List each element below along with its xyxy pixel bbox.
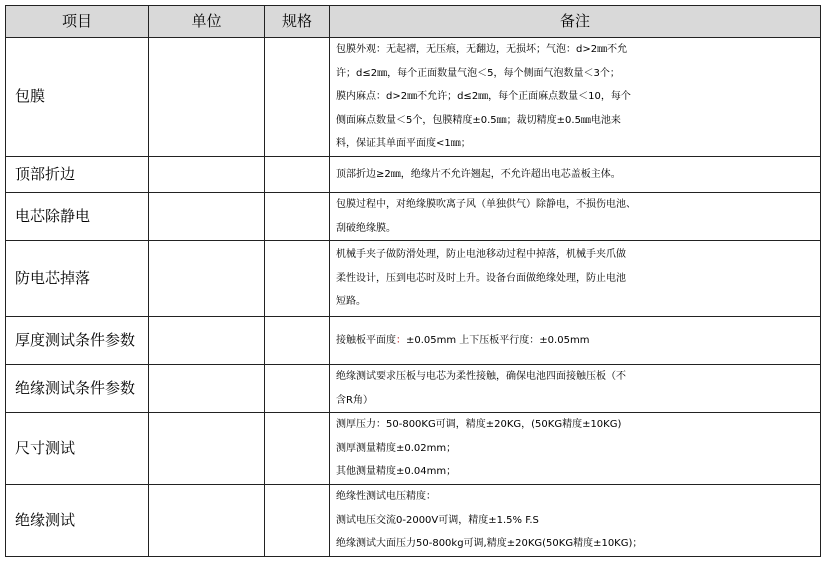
table-row bbox=[6, 317, 821, 365]
note-line: 测厚测量精度±0.02mm； bbox=[336, 442, 457, 454]
spec-cell bbox=[265, 365, 330, 413]
unit-cell bbox=[149, 413, 265, 485]
item-cell: 绝缘测试 bbox=[6, 485, 149, 557]
table-row bbox=[6, 485, 821, 557]
spec-table bbox=[5, 5, 821, 557]
note-line: 膜内麻点：d>2㎜不允许；d≤2㎜，每个正面麻点数量＜10，每个 bbox=[336, 91, 631, 103]
note-line: 测厚压力：50-800KG可调，精度±20KG，(50KG精度±10KG) bbox=[336, 419, 622, 431]
note-line: 含R角） bbox=[336, 394, 373, 406]
spec-cell bbox=[265, 413, 330, 485]
note-line: 刮破绝缘膜。 bbox=[336, 222, 396, 234]
unit-cell bbox=[149, 365, 265, 413]
note-line: 短路。 bbox=[336, 296, 366, 308]
header-unit: 单位 bbox=[149, 6, 265, 38]
note-line: 柔性设计，压到电芯时及时上升。设备台面做绝缘处理，防止电池 bbox=[336, 272, 626, 284]
note-line: 绝缘测试要求压板与电芯为柔性接触，确保电池四面接触压板（不 bbox=[336, 371, 626, 382]
unit-cell bbox=[149, 241, 265, 317]
note-cell bbox=[330, 193, 821, 241]
header-note: 备注 bbox=[330, 6, 821, 38]
spec-cell bbox=[265, 485, 330, 557]
note-line: 机械手夹子做防滑处理，防止电池移动过程中掉落，机械手夹爪做 bbox=[336, 249, 626, 261]
table-row bbox=[6, 241, 821, 317]
note-colon-red: ： bbox=[396, 334, 406, 346]
note-line: 包膜过程中，对绝缘膜吹离子风（单独供气）除静电，不损伤电池、 bbox=[336, 199, 636, 210]
note-cell bbox=[330, 38, 821, 157]
note-line: 包膜外观：无起褶，无压痕，无翻边，无损坏；气泡：d>2㎜不允 bbox=[336, 44, 628, 56]
note-line: 其他测量精度±0.04mm； bbox=[336, 466, 457, 478]
spec-cell bbox=[265, 157, 330, 193]
note-line: 绝缘性测试电压精度： bbox=[336, 491, 436, 503]
unit-cell bbox=[149, 485, 265, 557]
note-line: 侧面麻点数量＜5个，包膜精度±0.5㎜；裁切精度±0.5㎜电池来 bbox=[336, 114, 621, 126]
note-cell bbox=[330, 241, 821, 317]
note-cell bbox=[330, 157, 821, 193]
note-line bbox=[336, 329, 816, 353]
table-row bbox=[6, 193, 821, 241]
item-cell: 尺寸测试 bbox=[6, 413, 149, 485]
note-line: 料，保证其单面平面度<1㎜； bbox=[336, 138, 471, 150]
item-cell: 电芯除静电 bbox=[6, 193, 149, 241]
note-cell bbox=[330, 365, 821, 413]
note-text: ±0.05mm 上下压板平行度：±0.05mm bbox=[406, 334, 590, 346]
note-cell bbox=[330, 485, 821, 557]
note-line: 绝缘测试大面压力50-800kg可调,精度±20KG(50KG精度±10KG)； bbox=[336, 538, 643, 550]
spec-cell bbox=[265, 241, 330, 317]
note-line: 许；d≤2㎜，每个正面数量气泡＜5，每个侧面气泡数量＜3个； bbox=[336, 67, 620, 79]
note-cell bbox=[330, 317, 821, 365]
note-line: 测试电压交流0-2000V可调，精度±1.5% F.S bbox=[336, 514, 539, 526]
item-cell: 防电芯掉落 bbox=[6, 241, 149, 317]
table-row bbox=[6, 365, 821, 413]
table-row bbox=[6, 413, 821, 485]
unit-cell bbox=[149, 157, 265, 193]
unit-cell bbox=[149, 317, 265, 365]
table-header-row bbox=[6, 6, 821, 38]
item-cell: 顶部折边 bbox=[6, 157, 149, 193]
spec-cell bbox=[265, 38, 330, 157]
table-row bbox=[6, 38, 821, 157]
item-cell: 厚度测试条件参数 bbox=[6, 317, 149, 365]
item-cell: 绝缘测试条件参数 bbox=[6, 365, 149, 413]
header-item: 项目 bbox=[6, 6, 149, 38]
note-text: 接触板平面度 bbox=[336, 334, 396, 346]
header-spec: 规格 bbox=[265, 6, 330, 38]
note-line: 顶部折边≥2㎜，绝缘片不允许翘起，不允许超出电芯盖板主体。 bbox=[336, 168, 621, 180]
spec-cell bbox=[265, 193, 330, 241]
spec-cell bbox=[265, 317, 330, 365]
note-cell bbox=[330, 413, 821, 485]
unit-cell bbox=[149, 38, 265, 157]
unit-cell bbox=[149, 193, 265, 241]
table-row bbox=[6, 157, 821, 193]
item-cell: 包膜 bbox=[6, 38, 149, 157]
